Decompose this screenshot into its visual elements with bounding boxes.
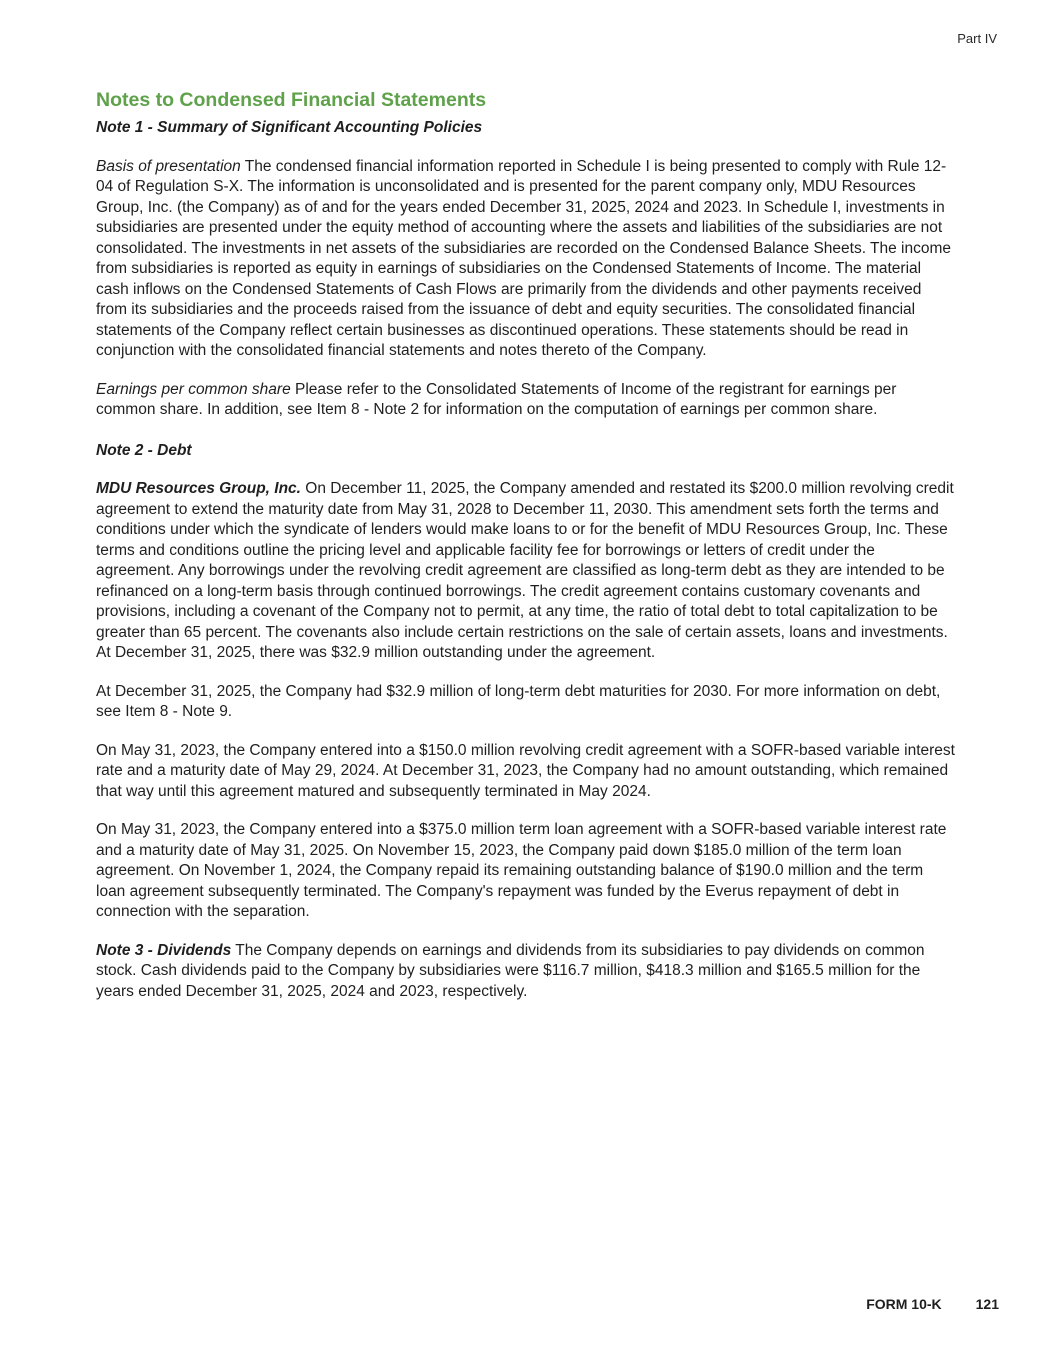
paragraph-text: The condensed financial information reported in Schedule I is being presented to comply with Rule 12-04 of Regulation S-X. The information is unconsolidated and is presented for the parent company only, MDU Resources Group, Inc. (the Company) as of and for the years ended December 31, 2025, 2024 and 2023. In Schedule I, investments in subsidiaries are presented under the equity method of accounting where the assets and liabilities of the subsidiaries are not consolidated. The investments in net assets of the subsidiaries are recorded on the Condensed Balance Sheets. The income from subsidiaries is reported as equity in earnings of subsidiaries on the Condensed Statements of Income. The material cash inflows on the Condensed Statements of Cash Flows are primarily from the dividends and other payments received from its subsidiaries and the proceeds raised from the issuance of debt and equity securities. The consolidated financial statements of the Company reflect certain businesses as discontinued operations. These statements should be read in conjunction with the consolidated financial statements and notes thereto of the Company. bbox=[96, 157, 952, 359]
page-header bbox=[96, 31, 997, 46]
page-number: 121 bbox=[975, 1296, 999, 1312]
paragraph-lead: MDU Resources Group, Inc. bbox=[96, 480, 301, 497]
paragraph-text: On December 11, 2025, the Company amended and restated its $200.0 million revolving credit agreement to extend the maturity date from May 31, 2028 to December 11, 2030. This amendment sets forth the terms and conditions under which the syndicate of lenders would make loans to or for the benefit of MDU Resources Group, Inc. These terms and conditions outline the pricing level and applicable facility fee for borrowings or letters of credit under the agreement. Any borrowings under the revolving credit agreement are classified as long-term debt as they are intended to be refinanced on a long-term basis through continued borrowings. The credit agreement contains customary covenants and provisions, including a covenant of the Company not to permit, at any time, the ratio of total debt to total capitalization to be greater than 65 percent. The covenants also include certain restrictions on the sale of certain assets, loans and investments. At December 31, 2025, there was $32.9 million outstanding under the agreement. bbox=[96, 480, 954, 661]
paragraph-revolving-credit-2023: On May 31, 2023, the Company entered into a $150.0 million revolving credit agreement with a SOFR-based variable interest rate and a maturity date of May 29, 2024. At December 31, 2023, the Company had no amount outstanding, which remained that way until this agreement matured and subsequently terminated in May 2024. bbox=[96, 741, 955, 800]
paragraph-earnings-per-share bbox=[96, 380, 956, 421]
part-label: Part IV bbox=[957, 31, 997, 46]
paragraph-note3-dividends bbox=[96, 941, 956, 1003]
paragraph-lead: Basis of presentation bbox=[96, 157, 241, 175]
paragraph-text: Please refer to the Consolidated Statements of Income of the registrant for earnings per common share. In addition, see Item 8 - Note 2 for information on the computation of earnings per common share. bbox=[96, 380, 897, 418]
form-label: FORM 10-K bbox=[866, 1296, 942, 1312]
paragraph-basis-of-presentation bbox=[96, 157, 956, 362]
paragraph-mdu-revolving-credit bbox=[96, 479, 956, 664]
note3-heading-lead: Note 3 - Dividends bbox=[96, 941, 232, 959]
paragraph-lead: Earnings per common share bbox=[96, 380, 291, 398]
paragraph-text: The Company depends on earnings and dividends from its subsidiaries to pay dividends on common stock. Cash dividends paid to the Company by subsidiaries were $116.7 million, $418.3 million and $165.5 million for the years ended December 31, 2025, 2024 and 2023, respectively. bbox=[96, 941, 925, 1000]
paragraph-debt-maturities: At December 31, 2025, the Company had $32.9 million of long-term debt maturities for 2030. For more information on debt, see Item 8 - Note 9. bbox=[96, 682, 941, 720]
note1-heading: Note 1 - Summary of Significant Accounting Policies bbox=[96, 119, 483, 136]
page-footer bbox=[866, 1296, 999, 1312]
section-title: Notes to Condensed Financial Statements bbox=[96, 89, 487, 111]
note2-heading: Note 2 - Debt bbox=[96, 441, 192, 459]
paragraph-term-loan-2023: On May 31, 2023, the Company entered into a $375.0 million term loan agreement with a SOFR-based variable interest rate and a maturity date of May 31, 2025. On November 15, 2023, the Company paid down $185.0 million of the term loan agreement. On November 1, 2024, the Company repaid its remaining outstanding balance of $190.0 million and the term loan agreement subsequently terminated. The Company's repayment was funded by the Everus repayment of debt in connection with the separation. bbox=[96, 821, 947, 920]
content-area bbox=[96, 88, 956, 1002]
